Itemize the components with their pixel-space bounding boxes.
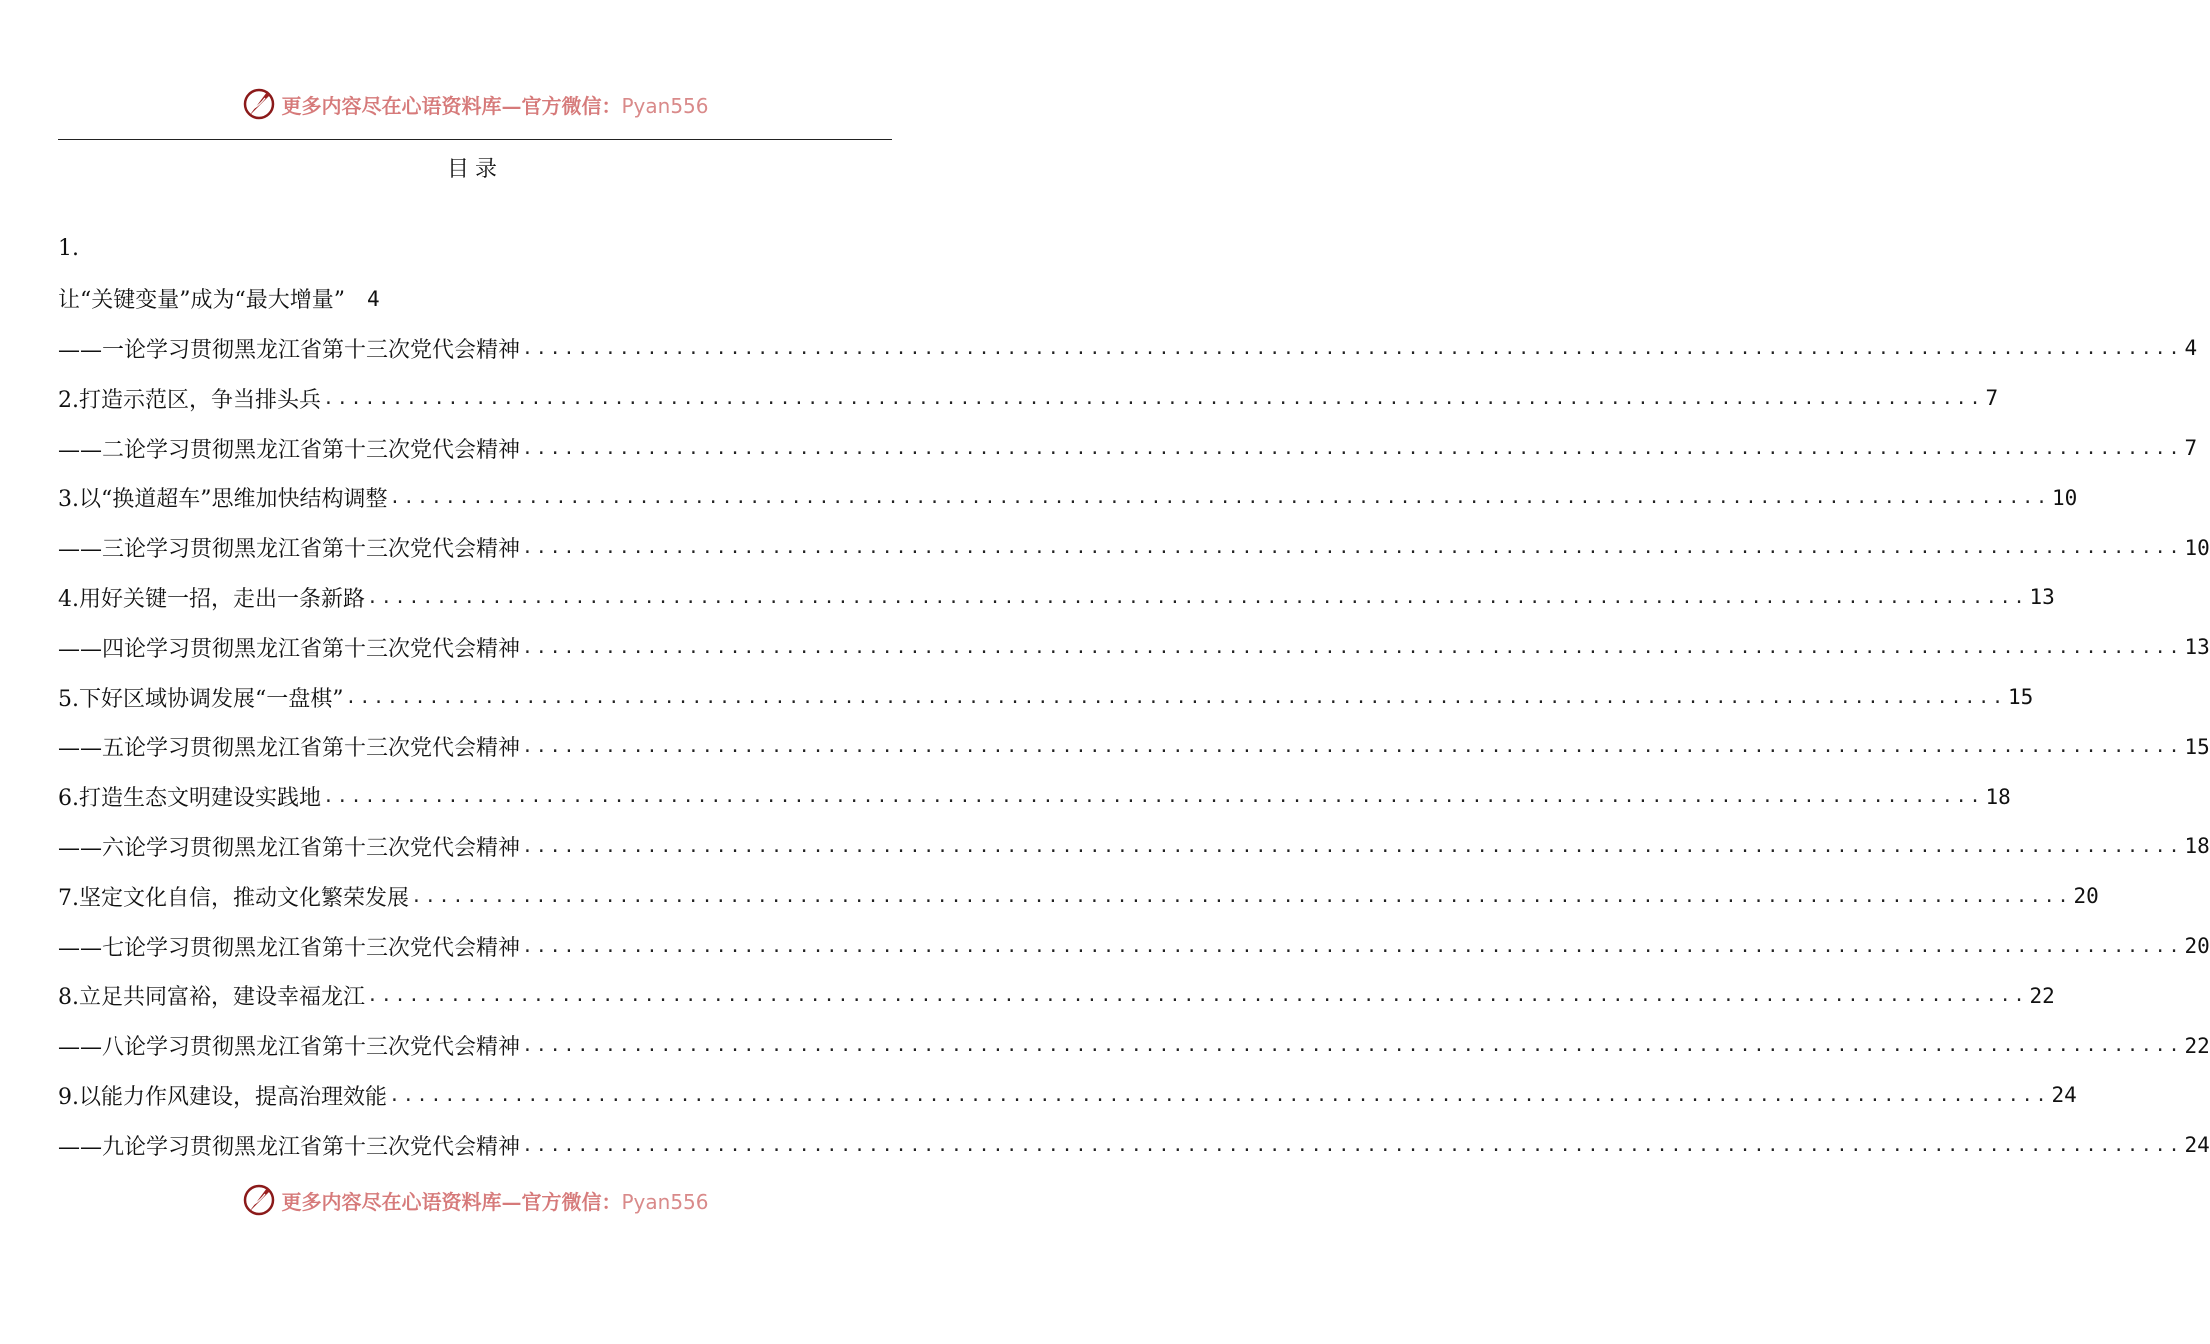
toc-entry[interactable]	[58, 274, 892, 324]
toc-entry[interactable]	[58, 622, 2210, 672]
toc-entry[interactable]	[58, 971, 2055, 1021]
toc-page-number: 4	[2184, 336, 2198, 361]
toc-entry-title: 2.打造示范区，争当排头兵	[58, 387, 321, 413]
toc-dot-leader: ........................................................................................................................	[522, 1134, 2183, 1156]
toc-entry[interactable]	[58, 324, 2198, 374]
toc-dot-leader: ........................................................................................................................	[323, 786, 1984, 808]
toc-entry[interactable]	[58, 473, 2078, 523]
toc-entry-title: 1.	[58, 236, 79, 262]
toc-dot-leader: ........................................................................................................................	[367, 586, 2028, 608]
toc-page-number: 22	[2184, 1033, 2210, 1058]
toc-page-number: 20	[2073, 884, 2099, 909]
toc-page-number: 13	[2029, 585, 2055, 610]
toc-page-number: 24	[2051, 1083, 2077, 1108]
toc-entry[interactable]	[58, 1071, 2077, 1121]
toc-entry[interactable]	[58, 871, 2099, 921]
toc-page-number: 4	[367, 286, 380, 311]
toc-entry-title: ——五论学习贯彻黑龙江省第十三次党代会精神	[58, 736, 521, 762]
toc-entry-title: ——八论学习贯彻黑龙江省第十三次党代会精神	[58, 1035, 521, 1061]
toc-entry[interactable]	[58, 772, 2011, 822]
toc-dot-leader: ........................................................................................................................	[367, 985, 2028, 1007]
toc-page-number: 10	[2184, 535, 2210, 560]
toc-entry-title: 5.下好区域协调发展“一盘棋”	[58, 686, 344, 712]
toc-entry-title: ——三论学习贯彻黑龙江省第十三次党代会精神	[58, 537, 521, 563]
toc-page-number: 7	[1985, 386, 1999, 411]
toc-entry-title: ——七论学习贯彻黑龙江省第十三次党代会精神	[58, 935, 521, 961]
banner-text: 更多内容尽在心语资料库—官方微信：Pyan556	[281, 93, 709, 118]
toc-entry[interactable]	[58, 722, 2210, 772]
toc-entry[interactable]	[58, 1120, 2210, 1170]
toc-page-number: 20	[2184, 934, 2210, 959]
toc-page-number: 22	[2029, 983, 2055, 1008]
banner-text: 更多内容尽在心语资料库—官方微信：Pyan556	[281, 1189, 709, 1214]
toc-dot-leader: ........................................................................................................................	[522, 736, 2183, 758]
toc-page-number: 18	[1985, 784, 2011, 809]
header-rule	[58, 139, 892, 140]
toc-entry-title: ——六论学习贯彻黑龙江省第十三次党代会精神	[58, 835, 521, 861]
toc-dot-leader: ........................................................................................................................	[411, 885, 2072, 907]
toc-dot-leader: ........................................................................................................................	[345, 686, 2006, 708]
toc-dot-leader: ........................................................................................................................	[323, 387, 1984, 409]
toc-entry-title: 4.用好关键一招，走出一条新路	[58, 586, 365, 612]
toc-entry[interactable]	[58, 822, 2210, 872]
toc-entry[interactable]	[58, 224, 892, 274]
toc-page-number: 10	[2051, 485, 2078, 510]
toc-entry[interactable]	[58, 672, 2034, 722]
toc-entry-title: 8.立足共同富裕，建设幸福龙江	[58, 985, 365, 1011]
toc-page-number: 24	[2184, 1133, 2210, 1158]
toc-entry-title: 3.以“换道超车”思维加快结构调整	[58, 487, 388, 513]
toc-entry-title: ——二论学习贯彻黑龙江省第十三次党代会精神	[58, 437, 521, 463]
toc-dot-leader: ........................................................................................................................	[522, 537, 2183, 559]
toc-page-number: 15	[2007, 685, 2034, 710]
toc-entry[interactable]	[58, 921, 2210, 971]
page-title: 目录	[446, 157, 503, 182]
toc-page-number: 18	[2184, 834, 2210, 859]
toc-dot-leader: ........................................................................................................................	[522, 636, 2183, 658]
toc-dot-leader: ........................................................................................................................	[522, 935, 2183, 957]
toc-page-number: 7	[2184, 436, 2198, 461]
toc-page-number: 15	[2184, 734, 2210, 759]
quill-logo-icon	[241, 86, 277, 122]
toc-entry-title: ——四论学习贯彻黑龙江省第十三次党代会精神	[58, 636, 521, 662]
toc-entry[interactable]	[58, 423, 2198, 473]
toc-entry[interactable]	[58, 373, 1999, 423]
toc-dot-leader: ........................................................................................................................	[522, 437, 2183, 459]
header-banner	[0, 84, 950, 124]
toc-dot-leader: ........................................................................................................................	[522, 337, 2183, 359]
toc-entry[interactable]	[58, 1021, 2210, 1071]
toc-dot-leader: ........................................................................................................................	[389, 1084, 2050, 1106]
toc-entry-title: 9.以能力作风建设，提高治理效能	[58, 1084, 387, 1110]
toc-dot-leader: ........................................................................................................................	[522, 1035, 2183, 1057]
toc-entry-title: 6.打造生态文明建设实践地	[58, 786, 321, 812]
quill-logo-icon	[241, 1182, 277, 1218]
toc-entry[interactable]	[58, 573, 2055, 623]
toc-entry-title: ——九论学习贯彻黑龙江省第十三次党代会精神	[58, 1134, 521, 1160]
table-of-contents	[58, 224, 2210, 1170]
toc-entry-title: ——一论学习贯彻黑龙江省第十三次党代会精神	[58, 337, 521, 363]
toc-dot-leader: ........................................................................................................................	[389, 487, 2050, 509]
footer-banner	[0, 1180, 950, 1220]
toc-page-number: 13	[2184, 635, 2210, 660]
toc-entry[interactable]	[58, 523, 2210, 573]
toc-entry-title: 让“关键变量”成为“最大增量”	[58, 288, 345, 314]
toc-dot-leader: ........................................................................................................................	[522, 835, 2183, 857]
toc-entry-title: 7.坚定文化自信，推动文化繁荣发展	[58, 885, 409, 911]
